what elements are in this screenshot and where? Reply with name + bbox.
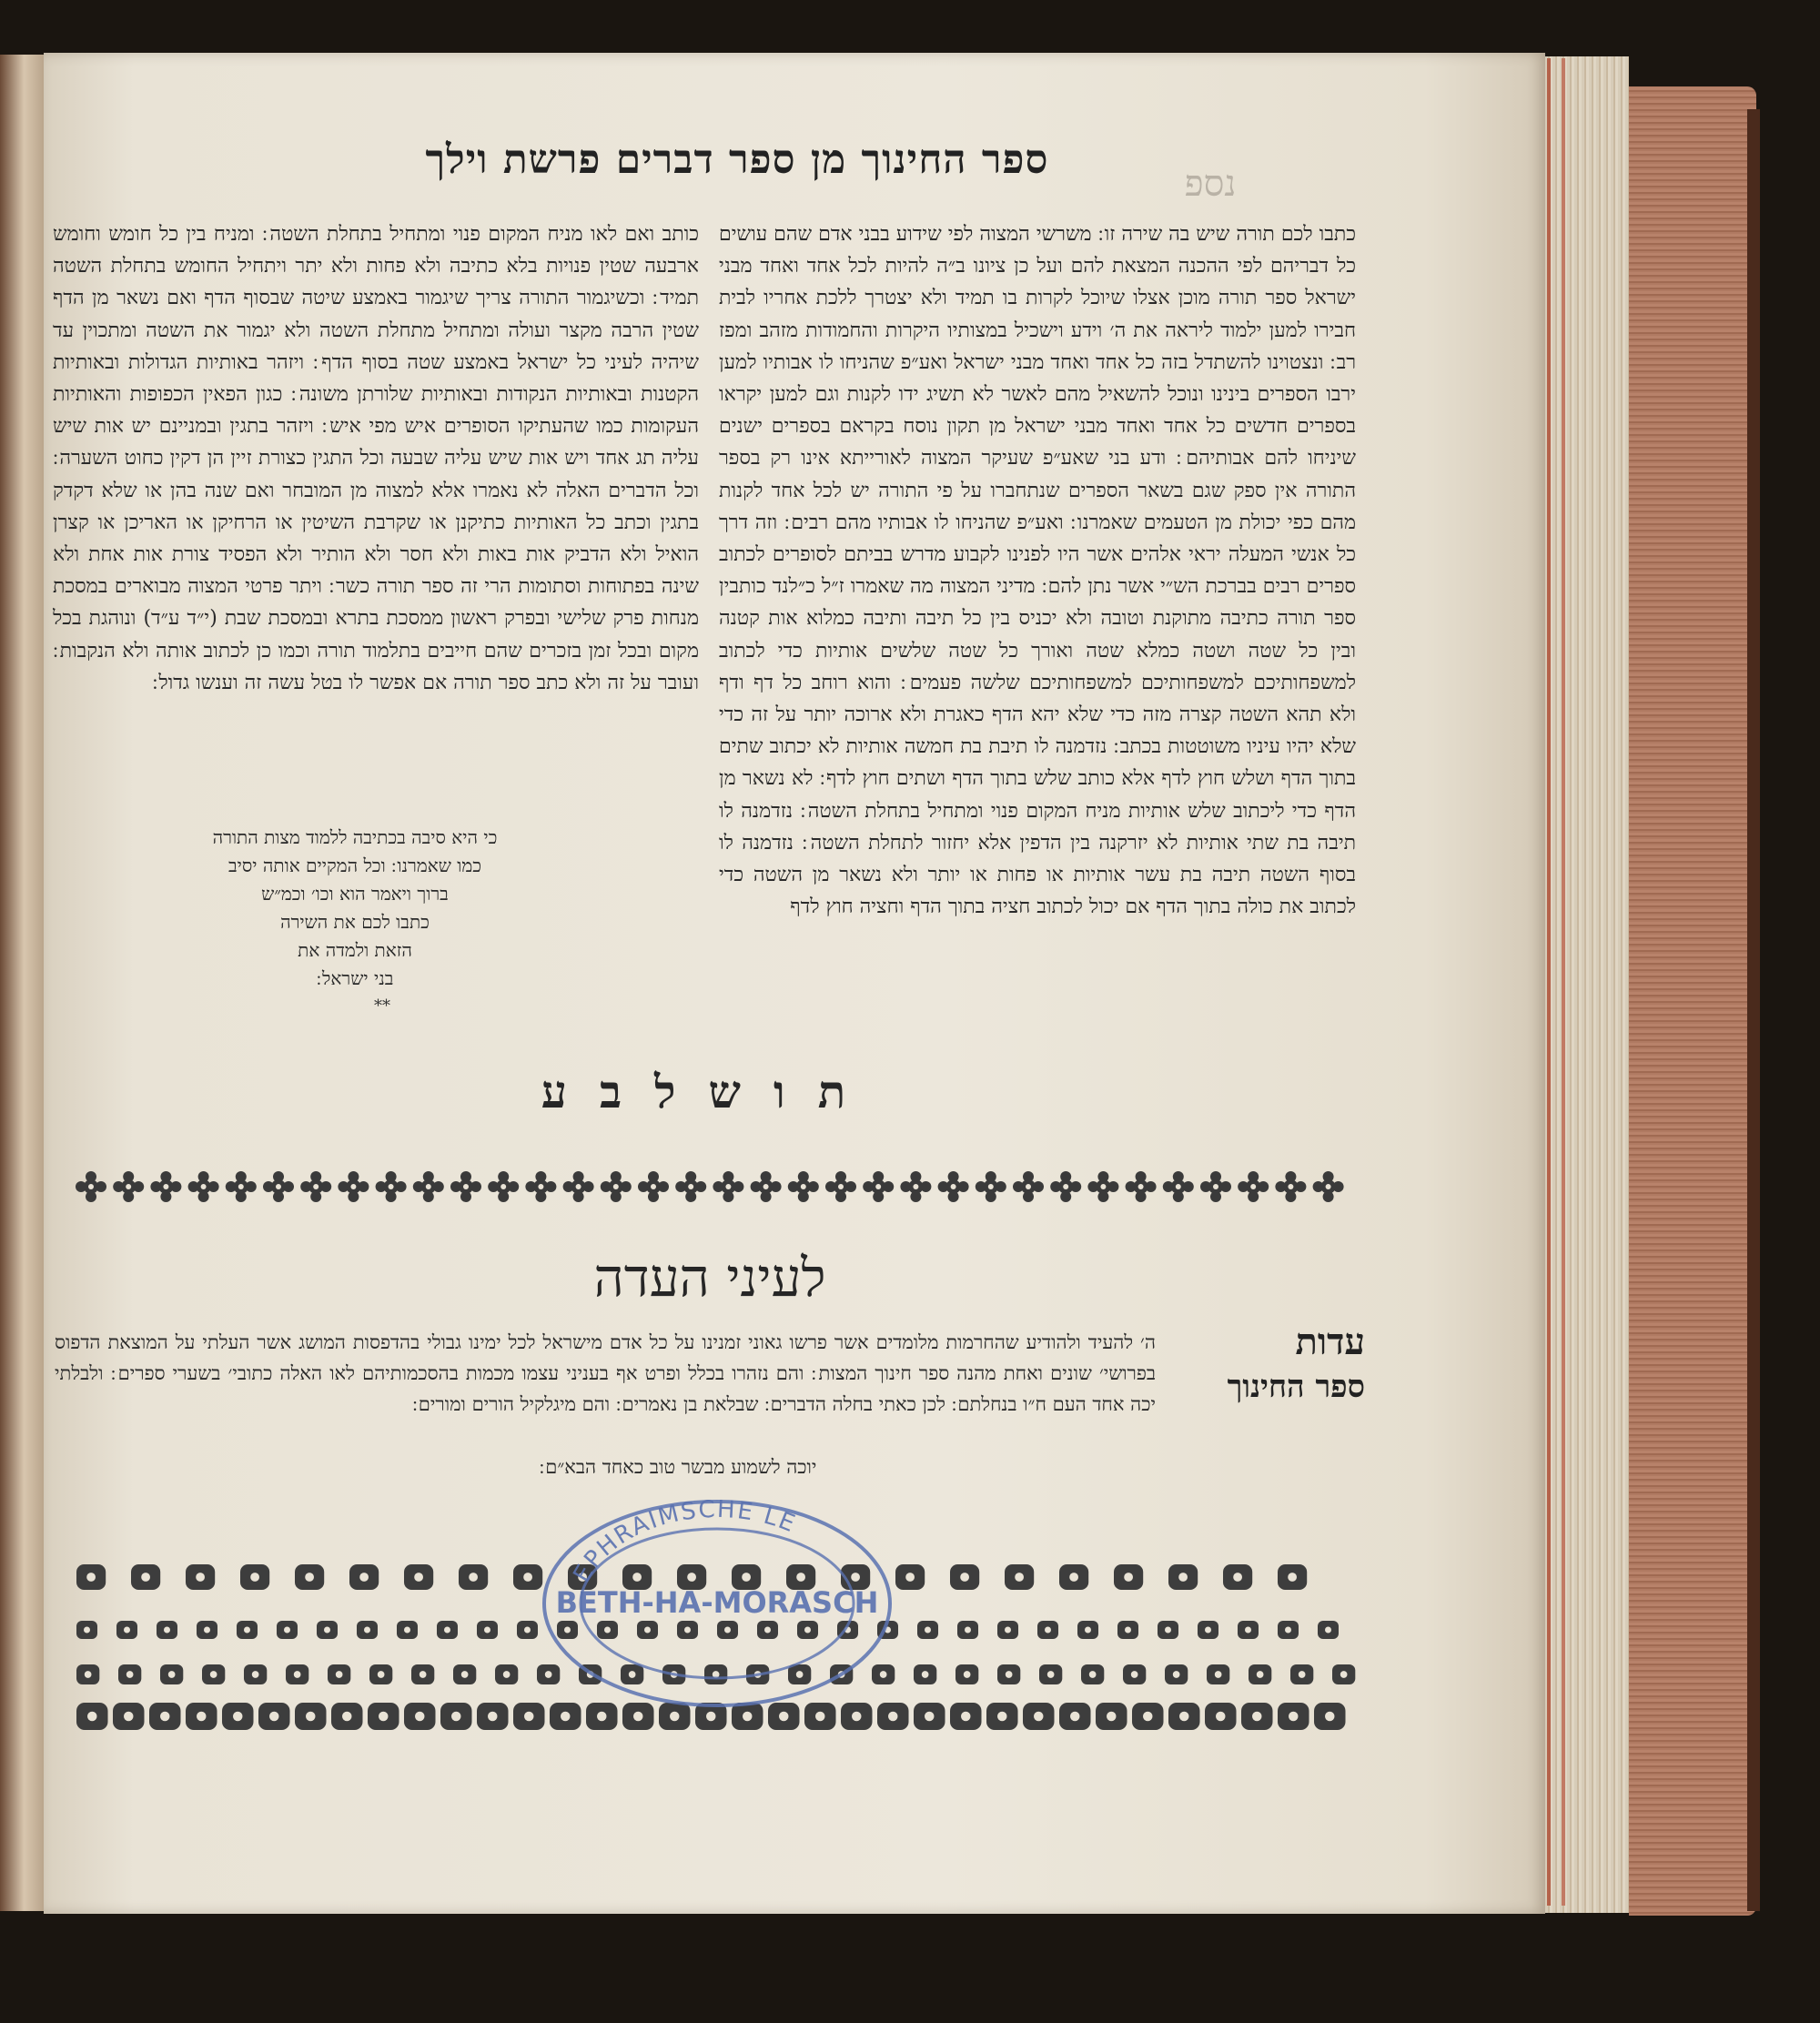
notice-side-line2: ספר החינוך (1227, 1369, 1365, 1405)
notice-title: לעיני העדה (593, 1247, 826, 1309)
ornament-dot (925, 1712, 935, 1722)
ornament-dot (1107, 1712, 1117, 1722)
ornament-flower (1050, 1171, 1081, 1202)
ornament-dot (1089, 1671, 1097, 1678)
ornament-dot (141, 1573, 150, 1582)
ornament-dot (670, 1712, 680, 1722)
ornament-flower (338, 1171, 369, 1202)
ornament-dot (250, 1573, 259, 1582)
ornament-dot (160, 1712, 170, 1722)
ornament-dot (1015, 1573, 1024, 1582)
ornament-dot (905, 1573, 915, 1582)
ornament-flower (1087, 1171, 1118, 1202)
ornament-dot (305, 1573, 314, 1582)
ornament-dot (779, 1712, 789, 1722)
ornament-dot (420, 1671, 427, 1678)
ornament-dot (961, 1712, 971, 1722)
ornament-dot (85, 1671, 92, 1678)
ornament-flower (638, 1171, 669, 1202)
ornament-dot (1125, 1627, 1131, 1634)
notice-body: ה׳ להעיד ולהודיע שהחרמות מלומדים אשר פרשו גאוני זמנינו על כל אדם מישראל לכל ימינו גבולי בהדפסות המושג אשר העלתי על המוצאת הדפוס בפרושי׳ שונים ואחת מהנה ספר חינוך המצות ׃ והם נזהרו בכלל ופרט אף בעניני עצמו מכמות בהסכמותיהם לאו האלה כתובי׳ בשערי ספרים ׃ ולבלתי יכה אחד העם ח״ו בנחלתם ׃ לכן כאתי בחלה הדברים ׃ שבלאת בן נאמרים ׃ והם מיגלקיל הורים ומורים ׃ (55, 1331, 1156, 1415)
ornament-dot (1131, 1671, 1138, 1678)
ornament-dot (269, 1712, 279, 1722)
ornament-dot (1143, 1712, 1153, 1722)
closing-line: בני ישראל ׃ (316, 967, 394, 989)
ornament-dot (164, 1627, 170, 1634)
ornament-dot (414, 1573, 423, 1582)
ornament-dot (1005, 1627, 1011, 1634)
ornament-dot (1285, 1627, 1291, 1634)
ornament-dot (364, 1627, 370, 1634)
ornament-dot (965, 1627, 971, 1634)
ornament-flower (525, 1171, 556, 1202)
ornament-dot (1047, 1671, 1055, 1678)
show-through-text: נספ (1184, 163, 1237, 205)
ornament-flower (1275, 1171, 1306, 1202)
ornament-dot (378, 1671, 385, 1678)
ornament-flower (1238, 1171, 1269, 1202)
ornament-dot (306, 1712, 316, 1722)
ornament-flower (413, 1171, 444, 1202)
ornament-dot (503, 1671, 511, 1678)
text-column-left: כותב ואם לאו מניח המקום פנוי ומתחיל בתחלת השטה ׃ ומניח בין כל חומש וחומש ארבעה שטין פנויות בלא כתיבה ולא פחות ולא יתר ויתחיל החומש בתחלת השטה תמיד ׃ וכשיגמור התורה צריך שיגמור באמצע שיטה שבסוף הדף ואם נשאר מן הדף שטין הרבה מקצר ועולה ומתחיל מתחלת השטה ולא יגמור את השטה ומתכוין עד שיהיה לעיני כל ישראל באמצע שטה בסוף הדף ׃ ויזהר באותיות הגדולות ובאותיות הקטנות ובאותיות הנקודות ובאותיות שלורתן משונה ׃ כגון הפאין הכפופות והאותיות העקומות כמו שהעתיקו הסופרים איש מפי איש ׃ ויזהר בתגין ובמניינם יש אות שיש עליה תג אחד ויש אות שיש עליה שבעה וכל התגין כצורת זיין הן דקין כחוט השערה ׃ וכל הדברים האלה לא נאמרו אלא למצוה מן המובחר ואם שנה בהן או שלא דקדק בתגין וכתב כל האותיות כתיקנן או שקרבת השיטין או הרחיקן או האריכן או קצרן הואיל ולא הדביק אות באות ולא חסר ולא הותיר ולא הפסיד צורת אות אחת ולא שינה בפתוחות וסתומות הרי זה ספר תורה כשר ׃ ויתר פרטי המצוה מבוארים במסכת מנחות פרק שלישי ובפרק ראשון ממסכת בתרא ובמסכת שבת (י״ד ע״ד) ונוהגת בכל מקום ובכל זמן בזכרים שהם חייבים בתלמוד תורה וכמו כן לכתוב אותה ולא הנקבות ׃ ועובר על זה ולא כתב ספר תורה אם אפשר לו בטל עשה זה וענשו גדול ׃ (53, 223, 699, 694)
ornament-flower (1013, 1171, 1044, 1202)
ornament-dot (324, 1627, 330, 1634)
ornament-dot (197, 1712, 207, 1722)
closing-line: כי היא סיבה בכתיבה ללמוד מצות התורה (212, 826, 498, 848)
ornament-dot (210, 1671, 217, 1678)
ornament-dot (1325, 1627, 1331, 1634)
book-cover-edge (1747, 109, 1760, 1911)
ornament-dot (444, 1627, 450, 1634)
ornament-dot (633, 1712, 643, 1722)
ornament-dot (1215, 1671, 1222, 1678)
ornament-dot (597, 1712, 607, 1722)
ornament-dot (86, 1573, 96, 1582)
ornament-dot (815, 1712, 825, 1722)
ornament-dot (359, 1573, 369, 1582)
ornament-flower (113, 1171, 144, 1202)
ornament-dot (469, 1573, 478, 1582)
ornament-flower (300, 1171, 331, 1202)
ornament-dot (196, 1573, 205, 1582)
ornament-flower (76, 1171, 106, 1202)
ornament-dot (404, 1627, 410, 1634)
ornament-dot (1178, 1573, 1188, 1582)
ornament-dot (706, 1712, 716, 1722)
ornament-dot (524, 1627, 531, 1634)
ornament-flower (675, 1171, 706, 1202)
ornament-dot (888, 1712, 898, 1722)
ornament-dot (1006, 1671, 1013, 1678)
ornament-dot (524, 1712, 534, 1722)
ornament-dot (1165, 1627, 1171, 1634)
closing-line: ברוך ויאמר הוא וכו׳ וכמ״ש (261, 883, 449, 905)
ornament-dot (1299, 1671, 1306, 1678)
ornament-dot (124, 1627, 130, 1634)
ornament-dot (960, 1573, 969, 1582)
ornament-dot (379, 1712, 389, 1722)
ornament-dot (1252, 1712, 1262, 1722)
ornament-dot (126, 1671, 134, 1678)
ornament-dot (1289, 1712, 1299, 1722)
ornament-dot (1245, 1627, 1251, 1634)
ornament-row (73, 1163, 1365, 1210)
notice-side-line1: עדות (1295, 1320, 1365, 1363)
notice-last-line: יוכה לשמוע מבשר טוב כאחד הבא״ם ׃ (539, 1456, 817, 1478)
ornament-dot (284, 1627, 290, 1634)
ornament-flower (601, 1171, 632, 1202)
text-column-right: כתבו לכם תורה שיש בה שירה זו ׃ משרשי המצוה לפי שידוע בבני אדם שהם עושים כל דבריהם לפי ההכנה המצאת להם ועל כן ציונו ב״ה להיות לכל אחד ואחד מבני ישראל ספר תורה מוכן אצלו שיוכל לקרות בו תמיד ולא יצטרך ללכת אחריו לבית חבירו למען ילמוד ליראה את ה׳ וידע וישכיל במצותיו היקרות והחמודות מזהב ומפז רב ׃ ונצטוינו להשתדל בזה כל אחד ואחד מבני ישראל ואע״פ שהניחו לו אבותיו למען ירבו הספרים בינינו ונוכל להשאיל מהם לאשר לא תשיג ידו לקנות וגם למען יקראו בספרים חדשים כל אחד ואחד מבני ישראל מן תקון נוסח בקראם בספרים ישנים שיניחו להם אבותיהם ׃ ודע בני שאע״פ שעיקר המצוה לאורייתא אינו רק בספר התורה אין ספק שגם בשאר הספרים שנתחברו על פי התורה יש לכל אחד לקנות מהם כפי יכולת מן הטעמים שאמרנו ׃ ואע״פ שהניחו לו אבותיו מהם רבים ׃ וזה דרך כל אנשי המעלה יראי אלהים אשר היו לפנינו לקבוע מדרש בביתם לסופרים לכתוב ספרים רבים בברכת הש״י אשר נתן להם ׃ מדיני המצוה מה שאמרו ז״ל כ״לנד כותבין ספר תורה כתיבה מתוקנת וטובה ולא יכניס בין כל תיבה ותיבה כמלוא אות קטנה ובין כל שטה ושטה כמלא שטה ואורך כל שטה שלשים אותיות כדי לכתוב למשפחותיכם למשפחותיכם למשפחותיכם שלשה פעמים ׃ והוא רוחב כל דף ודף ולא תהא השטה קצרה מזה כדי שלא יהא הדף כאגרת ולא ארוכה יותר על זה כדי שלא יהיו עיניו משוטטות בכתב ׃ נזדמנה לו תיבת בת חמשה אותיות לא יכתוב שתים בתוך הדף ושלש חוץ לדף אלא כותב שלש בתוך הדף ושתים חוץ לדף ׃ לא נשאר מן הדף כדי ליכתוב שלש אותיות מניח המקום פנוי ומתחיל בתחלת השטה ׃ נזדמנה לו תיבה בת שתי אותיות לא יזרקנה בין הדפין אלא יחזור לתחלת השטה ׃ נזדמנה לו בסוף השטה תיבה בת עשר אותיות או פחות או יותר ולא נשאר מן השטה כדי לכתוב את כולה בתוך הדף אם יכול לכתוב חציה בתוך הדף וחציה חוץ לדף (719, 223, 1356, 919)
ornament-dot (342, 1712, 352, 1722)
notice-side-label (1165, 1320, 1365, 1438)
ornament-dot (561, 1712, 571, 1722)
ornament-flower (1126, 1171, 1157, 1202)
ornament-dot (997, 1712, 1007, 1722)
ornament-dot (244, 1627, 250, 1634)
ornament-dot (461, 1671, 469, 1678)
ornament-dot (1216, 1712, 1226, 1722)
page-edge-stack (1545, 56, 1629, 1913)
ornament-dot (1173, 1671, 1180, 1678)
ornament-dot (523, 1573, 532, 1582)
ornament-dot (964, 1671, 971, 1678)
ornament-dot (1233, 1573, 1242, 1582)
ornament-dot (252, 1671, 259, 1678)
ornament-dot (336, 1671, 343, 1678)
ornament-dot (84, 1627, 90, 1634)
closing-stars: ** (374, 996, 390, 1016)
ornament-dot (415, 1712, 425, 1722)
svg-text:EPHRAIMSCHE LE: EPHRAIMSCHE LE (568, 1495, 801, 1587)
ornament-flower (563, 1171, 594, 1202)
ornament-dot (1340, 1671, 1348, 1678)
closing-line: הזאת ולמדה את (298, 939, 412, 961)
ornament-dot (1069, 1573, 1078, 1582)
ornament-dot (1325, 1712, 1335, 1722)
ornament-dot (87, 1712, 97, 1722)
ornament-flower (900, 1171, 931, 1202)
ornament-flower (1163, 1171, 1194, 1202)
ornament-dot (1124, 1573, 1133, 1582)
ornament-flower (713, 1171, 743, 1202)
ornament-dot (1034, 1712, 1044, 1722)
left-page-edge (0, 55, 44, 1911)
ornament-flower (150, 1171, 181, 1202)
ornament-dot (233, 1712, 243, 1722)
ornament-flower (976, 1171, 1006, 1202)
ornament-dot (1179, 1712, 1189, 1722)
svg-text:BETH-HA-MORASCH: BETH-HA-MORASCH (555, 1585, 879, 1620)
ornament-dot (1045, 1627, 1051, 1634)
ornament-dot (168, 1671, 176, 1678)
ornament-dot (922, 1671, 929, 1678)
ornament-flower (263, 1171, 294, 1202)
ornament-dot (925, 1627, 931, 1634)
ornament-dot (484, 1627, 490, 1634)
ornament-dot (1257, 1671, 1264, 1678)
book-fore-edge (1629, 86, 1756, 1916)
ornament-flower (188, 1171, 219, 1202)
ornament-dot (1288, 1573, 1297, 1582)
ornament-flower (226, 1171, 257, 1202)
ornament-flower (863, 1171, 894, 1202)
closing-block (164, 824, 546, 1001)
ornament-dot (1070, 1712, 1080, 1722)
ornament-flower (788, 1171, 819, 1202)
ornament-flower (1313, 1171, 1344, 1202)
ornament-dot (743, 1712, 753, 1722)
ornament-flower (488, 1171, 519, 1202)
closing-line: כמו שאמרנו ׃ וכל המקיים אותה יסיב (228, 855, 481, 876)
ornament-dot (204, 1627, 210, 1634)
library-stamp (535, 1485, 899, 1713)
ornament-flower (1200, 1171, 1231, 1202)
ornament-dot (852, 1712, 862, 1722)
ornament-flower (825, 1171, 856, 1202)
ornament-flower (376, 1171, 407, 1202)
closing-line: כתבו לכם את השירה (280, 911, 430, 933)
ornament-dot (1085, 1627, 1091, 1634)
ornament-dot (294, 1671, 301, 1678)
ornament-dot (124, 1712, 134, 1722)
ornament-flower (938, 1171, 969, 1202)
ornament-dot (1205, 1627, 1211, 1634)
red-edge-line (1562, 58, 1565, 1906)
ornament-dot (488, 1712, 498, 1722)
year-colophon: תושלבע (541, 1065, 879, 1118)
red-edge-line (1547, 58, 1551, 1906)
running-head: ספר החינוך מן ספר דברים פרשת וילך (425, 137, 1049, 183)
ornament-flower (751, 1171, 782, 1202)
ornament-flower (450, 1171, 481, 1202)
ornament-dot (451, 1712, 461, 1722)
